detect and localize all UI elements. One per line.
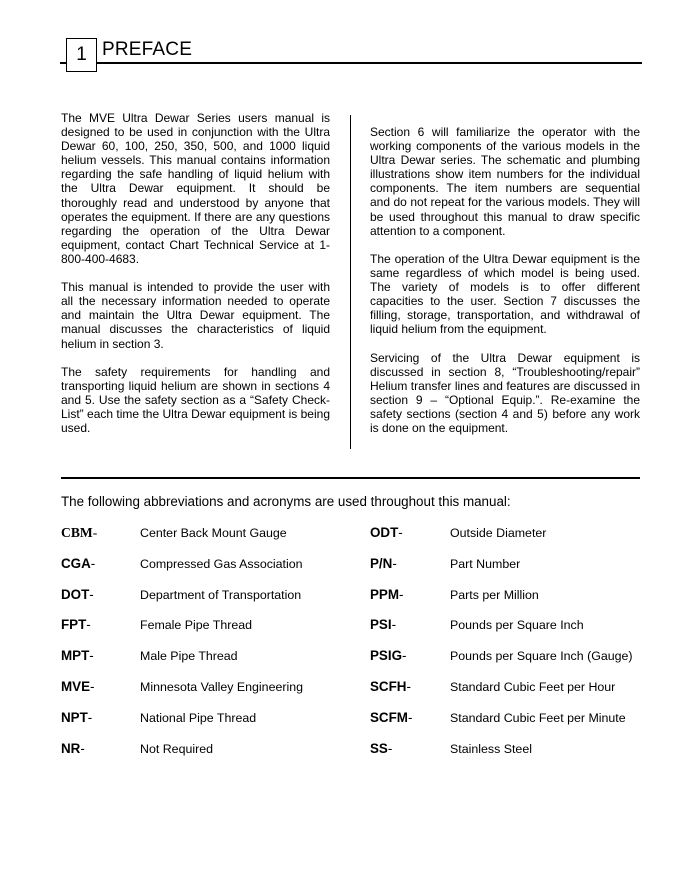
paragraph: This manual is intended to provide the user with all the necessary information needed to operate and maintain the Ultra Dewar equipment. The manual discusses the characteristics of liquid helium in section 3. (61, 280, 330, 351)
abbreviation-definition: Center Back Mount Gauge (140, 526, 287, 540)
abbreviation-term: P/N - (370, 555, 397, 571)
abbreviation-term: MVE - (61, 678, 95, 694)
abbreviation-term: SCFH - (370, 678, 411, 694)
abbreviation-definition: Parts per Million (450, 587, 539, 602)
paragraph: The safety requirements for handling and transporting liquid helium are shown in sections 4 and 5. Use the safety section as a “Safety Check-List” each time the Ultra Dewar equipment is being used. (61, 364, 330, 436)
paragraph: Section 6 will familiarize the operator with the working components of the various models in the Ultra Dewar series. The schematic and plumbing illustrations show item numbers for the individual components. The item numbers are sequential and do not repeat for the various models. They will be used throughout this manual to draw specific attention to a component. (370, 125, 640, 238)
abbreviation-row (61, 647, 641, 678)
abbreviation-row (61, 678, 641, 709)
section-rule (61, 477, 640, 479)
column-divider (350, 115, 351, 449)
abbreviation-definition: Not Required (140, 741, 214, 756)
abbreviation-row (61, 586, 641, 617)
page-title: PREFACE (102, 39, 193, 60)
abbreviations-table (61, 524, 641, 770)
abbreviation-row (61, 555, 641, 586)
paragraph: The MVE Ultra Dewar Series users manual is designed to be used in conjunction with the Ultra Dewar 60, 100, 250, 350, 500, and 1000 liquid helium vessels. This manual contains information regarding the safe handling of liquid helium with the Ultra Dewar equipment. It should be thoroughly read and understood by anyone that operates the equipment. If there are any questions regarding the operation of the Ultra Dewar equipment, contact Chart Technical Service at 1-800-400-4683. (61, 111, 330, 266)
abbreviation-row (61, 709, 641, 740)
abbreviation-definition: Standard Cubic Feet per Minute (450, 710, 626, 725)
header-rule (60, 62, 642, 64)
abbreviation-row (61, 616, 641, 647)
abbreviation-definition: Part Number (450, 556, 521, 571)
abbreviation-term: PSIG - (370, 648, 407, 664)
abbreviations-intro: The following abbreviations and acronyms are used throughout this manual: (61, 494, 511, 509)
abbreviation-definition: Male Pipe Thread (140, 649, 238, 664)
abbreviation-term: PSI - (370, 617, 397, 633)
abbreviation-definition: Female Pipe Thread (140, 618, 253, 633)
abbreviation-term: NPT - (61, 709, 93, 725)
abbreviation-term: NR - (61, 740, 85, 756)
section-number-box: 1 (66, 38, 97, 72)
abbreviation-term: SS - (370, 740, 393, 756)
abbreviation-definition: Pounds per Square Inch (Gauge) (450, 649, 633, 664)
abbreviation-definition: Stainless Steel (450, 741, 532, 756)
abbreviation-definition: Minnesota Valley Engineering (140, 679, 304, 694)
abbreviation-row (61, 740, 641, 771)
abbreviation-definition: National Pipe Thread (140, 710, 257, 725)
abbreviation-definition: Pounds per Square Inch (450, 618, 584, 633)
abbreviation-term: CGA - (61, 555, 96, 571)
abbreviation-term: DOT - (61, 586, 94, 602)
abbreviation-definition: Standard Cubic Feet per Hour (450, 679, 616, 694)
left-column (61, 111, 330, 449)
abbreviation-definition: Compressed Gas Association (140, 556, 303, 571)
abbreviation-definition: Department of Transportation (140, 587, 302, 602)
abbreviation-term: CBM - (61, 525, 98, 540)
abbreviation-row (61, 524, 641, 555)
chapter-header (60, 36, 642, 74)
paragraph: The operation of the Ultra Dewar equipment is the same regardless of which model is being used. The variety of models is to offer different capacities to the user. Section 7 discusses the filling, storage, transportation, and withdrawal of liquid helium from the equipment. (370, 251, 640, 337)
abbreviation-term: MPT - (61, 648, 94, 664)
abbreviation-term: SCFM - (370, 709, 413, 725)
right-column (370, 125, 640, 449)
paragraph: Servicing of the Ultra Dewar equipment is discussed in section 8, “Troubleshooting/repair” Helium transfer lines and features are discussed in section 9 – “Optional Equip.”. Re-examine the safety sections (section 4 and 5) before any work is done on the equipment. (370, 350, 640, 435)
abbreviation-term: PPM - (370, 586, 404, 602)
abbreviation-term: FPT - (61, 617, 91, 633)
abbreviation-term: ODT - (370, 525, 403, 540)
abbreviation-definition: Outside Diameter (450, 526, 547, 540)
